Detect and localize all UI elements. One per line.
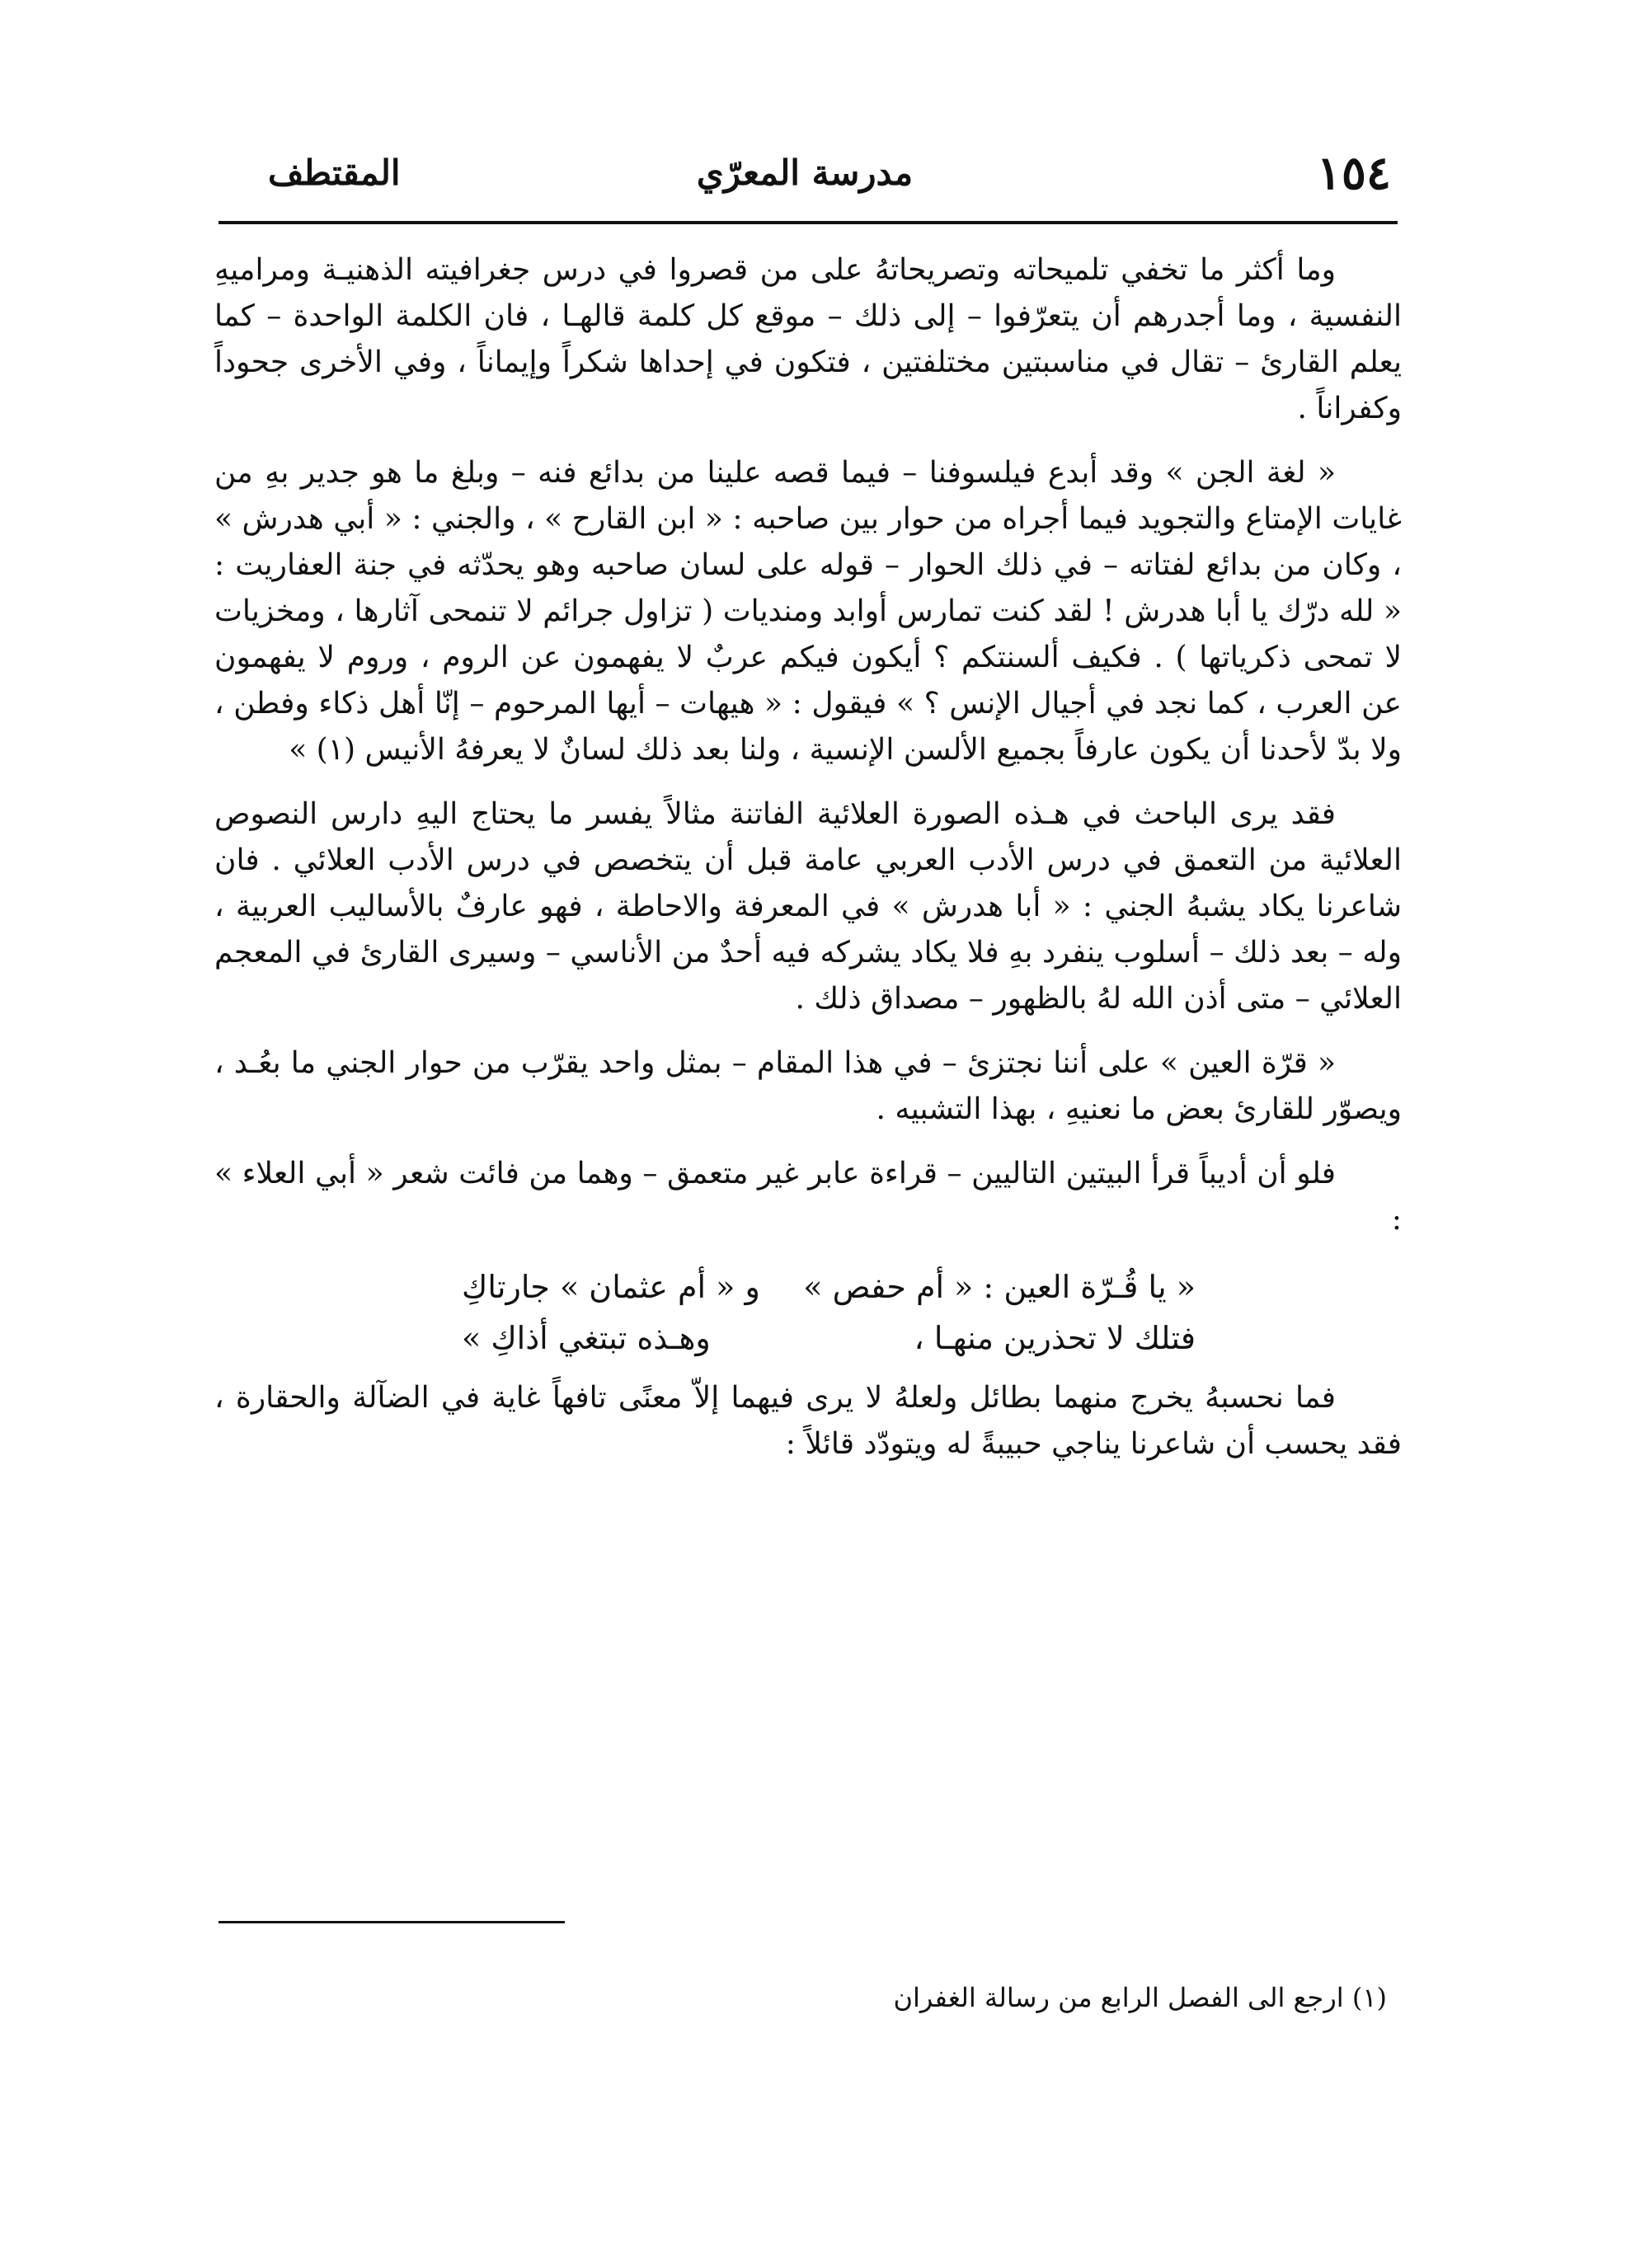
journal-name: المقتطف xyxy=(268,153,401,193)
paragraph-jinn-language: « لغة الجن » وقد أبدع فيلسوفنا – فيما قصه علينا من بدائع فنه – وبلغ ما هو جدير بهِ من غايات الإمتاع والتجويد فيما أجراه من حوار بين صاحبه : « ابن القارح » ، والجني : « أبي هدرش » ، وكان من بدائع لفتاته – في ذلك الحوار – قوله على لسان صاحبه وهو يحدّثه في جنة العفاريت : « لله درّك يا أبا هدرش ! لقد كنت تمارس أوابد ومنديات ( تزاول جرائم لا تنمحى آثارها ، ومخزيات لا تمحى ذكرياتها ) . فكيف ألسنتكم ؟ أيكون فيكم عربٌ لا يفهمون عن الروم ، وروم لا يفهمون عن العرب ، كما نجد في أجيال الإنس ؟ » فيقول : « هيهات – أيها المرحوم – إنّا أهل ذكاء وفطن ، ولا بدّ لأحدنا أن يكون عارفاً بجميع الألسن الإنسية ، ولنا بعد ذلك لسانٌ لا يعرفهُ الأنيس (١) » xyxy=(214,456,1402,767)
page-number: ١٥٤ xyxy=(1316,146,1391,200)
paragraph-verse-intro: فلو أن أديباً قرأ البيتين التاليين – قراءة عابر غير متعمق – وهما من فائت شعر « أبي العلاء » : xyxy=(214,1157,1402,1237)
page-title: مدرسة المعرّي xyxy=(696,153,914,193)
verse-line xyxy=(462,1312,1196,1364)
paragraph-after-verse: فما نحسبهُ يخرج منهما بطائل ولعلهُ لا يرى فيهما إلاّ معنًى تافهاً غاية في الضآلة والحقارة ، فقد يحسب أن شاعرنا يناجي حبيبةً له ويتودّد قائلاً : xyxy=(214,1381,1402,1461)
paragraph-analysis: فقد يرى الباحث في هـذه الصورة العلائية الفاتنة مثالاً يفسر ما يحتاج اليهِ دارس النصوص العلائية من التعمق في درس الأدب العربي عامة قبل أن يتخصص في درس الأدب العلائي . فان شاعرنا يكاد يشبهُ الجني : « أبا هدرش » في المعرفة والاحاطة ، فهو عارفٌ بالأساليب العربية ، وله – بعد ذلك – أسلوب ينفرد بهِ فلا يكاد يشركه فيه أحدٌ من الأناسي – وسيرى القارئ في المعجم العلائي – متى أذن الله لهُ بالظهور – مصداق ذلك . xyxy=(214,797,1402,1016)
verse-hemistich-left: و « أم عثمان » جارتاكِ xyxy=(462,1269,760,1305)
body-text xyxy=(214,247,1402,1486)
running-header xyxy=(219,140,1391,206)
header-rule xyxy=(219,221,1398,224)
footnote-rule xyxy=(219,1921,565,1923)
verse-hemistich-right: فتلك لا تحذرين منهـا ، xyxy=(914,1320,1196,1356)
verse-hemistich-left: وهـذه تبتغي أذاكِ » xyxy=(462,1320,711,1356)
verse-line xyxy=(462,1261,1196,1312)
paragraph-qurrat-al-ayn: « قرّة العين » على أننا نجتزئ – في هذا المقام – بمثل واحد يقرّب من حوار الجني ما بعُـد ، ويصوّر للقارئ بعض ما نعنيهِ ، بهذا التشبيه . xyxy=(214,1046,1402,1126)
verse-hemistich-right: « يا قُـرّة العين : « أم حفص » xyxy=(803,1269,1196,1305)
paragraph-intro: وما أكثر ما تخفي تلميحاته وتصريحاتهُ على من قصروا في درس جغرافيته الذهنيـة ومراميهِ النفسية ، وما أجدرهم أن يتعرّفوا – إلى ذلك – موقع كل كلمة قالهـا ، فان الكلمة الواحدة – كما يعلم القارئ – تقال في مناسبتين مختلفتين ، فتكون في إحداها شكراً وإيماناً ، وفي الأخرى جحوداً وكفراناً . xyxy=(214,253,1402,425)
footnote: (١) ارجع الى الفصل الرابع من رسالة الغفران xyxy=(893,1982,1387,2013)
verse-block xyxy=(214,1261,1402,1364)
